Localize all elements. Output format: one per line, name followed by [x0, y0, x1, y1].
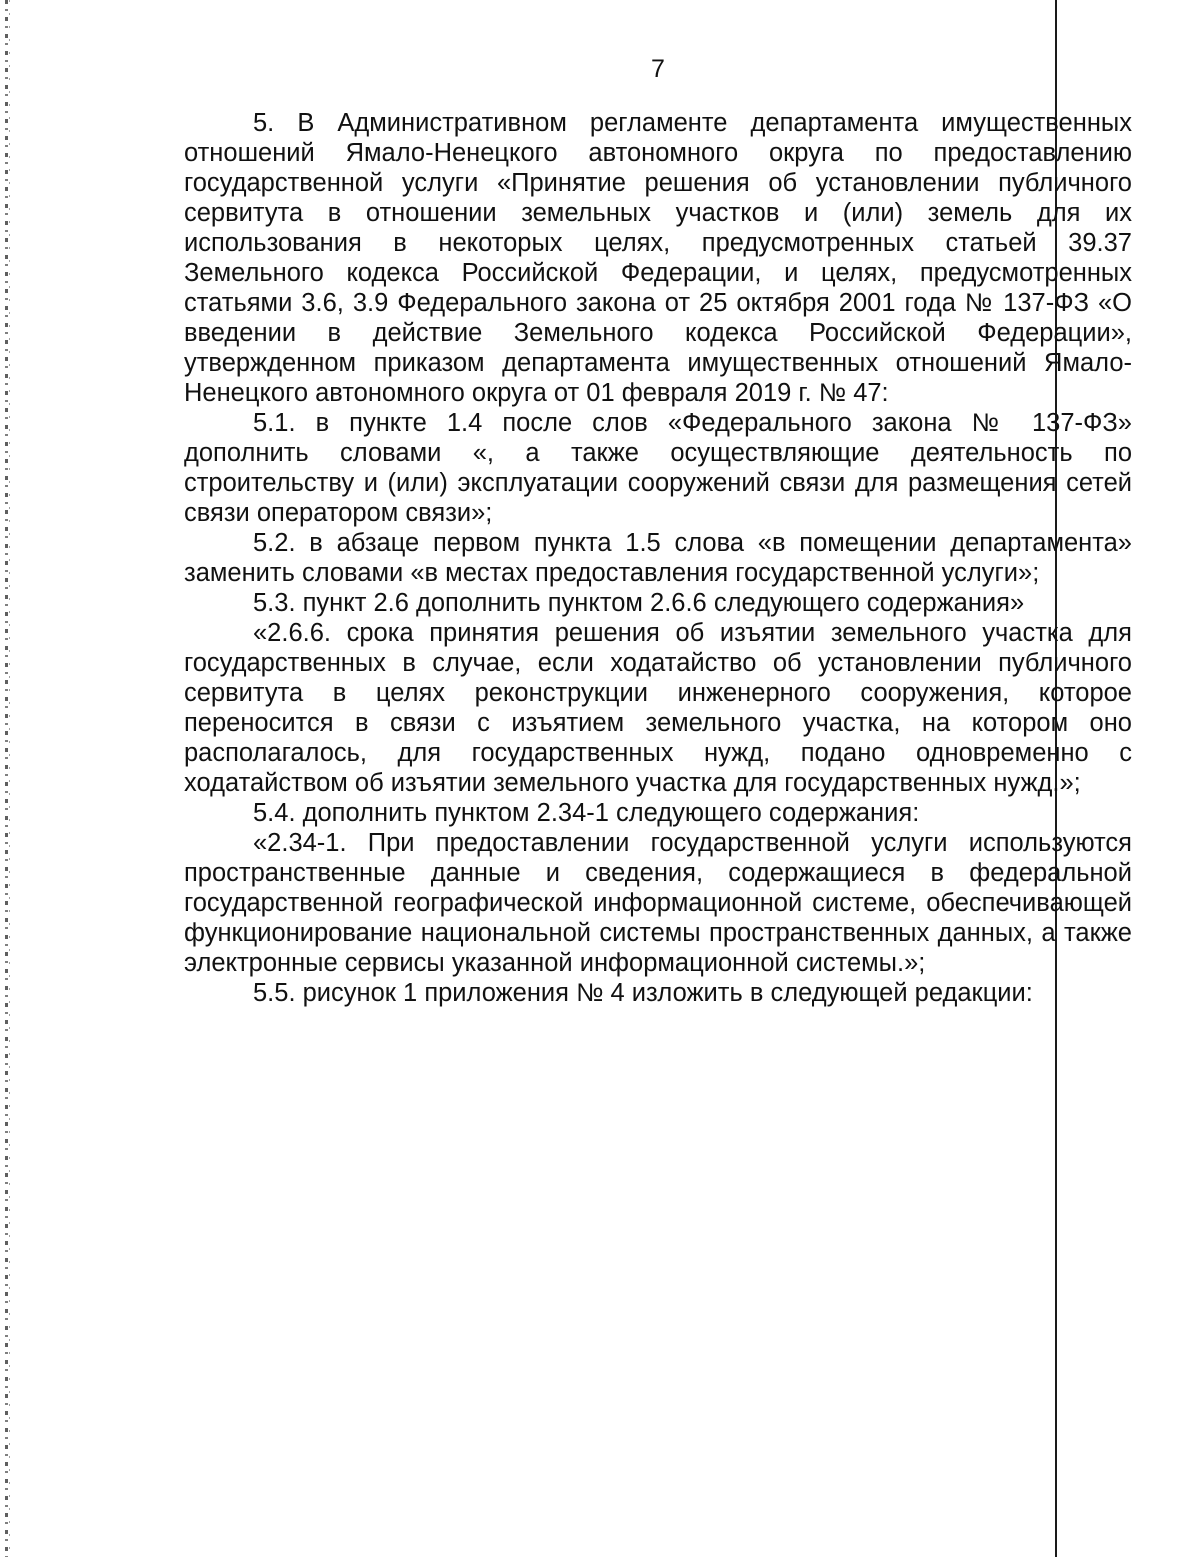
page-number: 7: [651, 55, 665, 83]
paragraph-5-3: 5.3. пункт 2.6 дополнить пунктом 2.6.6 следующего содержания»: [253, 589, 1025, 617]
scan-edge-artifact-secondary: [9, 0, 10, 1557]
paragraph-5-5: 5.5. рисунок 1 приложения № 4 изложить в следующей редакции:: [253, 979, 1033, 1007]
paragraph-5-1: 5.1. в пункте 1.4 после слов «Федерального закона № 137-ФЗ» дополнить словами «, а также осуществляющие деятельность по строительству и (или) эксплуатации сооружений связи для размещения сетей связи оператором связи»;: [184, 409, 1132, 527]
paragraph-2-6-6: «2.6.6. срока принятия решения об изъятии земельного участка для государственных в случае, если ходатайство об установлении публичного сервитута в целях реконструкции инженерного сооружения, которое переносится в связи с изъятием земельного участка, на котором оно располагалось, для государственных нужд, подано одновременно с ходатайством об изъятии земельного участка для государственных нужд.»;: [184, 619, 1132, 797]
paragraph-5-2: 5.2. в абзаце первом пункта 1.5 слова «в помещении департамента» заменить словами «в местах предоставления государственной услуги»;: [184, 529, 1132, 587]
paragraph-5: 5. В Административном регламенте департамента имущественных отношений Ямало-Ненецкого автономного округа по предоставлению государственной услуги «Принятие решения об установлении публичного сервитута в отношении земельных участков и (или) земель для их использования в некоторых целях, предусмотренных статьей 39.37 Земельного кодекса Российской Федерации, и целях, предусмотренных статьями 3.6, 3.9 Федерального закона от 25 октября 2001 года № 137-ФЗ «О введении в действие Земельного кодекса Российской Федерации», утвержденном приказом департамента имущественных отношений Ямало-Ненецкого автономного округа от 01 февраля 2019 г. № 47:: [184, 109, 1132, 407]
paragraph-2-34-1: «2.34-1. При предоставлении государственной услуги используются пространственные данные и сведения, содержащиеся в федеральной государственной географической информационной системе, обеспечивающей функционирование национальной системы пространственных данных, а также электронные сервисы указанной информационной системы.»;: [184, 829, 1132, 977]
document-body: [184, 108, 1132, 1008]
paragraph-5-4: 5.4. дополнить пунктом 2.34-1 следующего содержания:: [253, 799, 920, 827]
scan-edge-artifact: [5, 0, 8, 1557]
